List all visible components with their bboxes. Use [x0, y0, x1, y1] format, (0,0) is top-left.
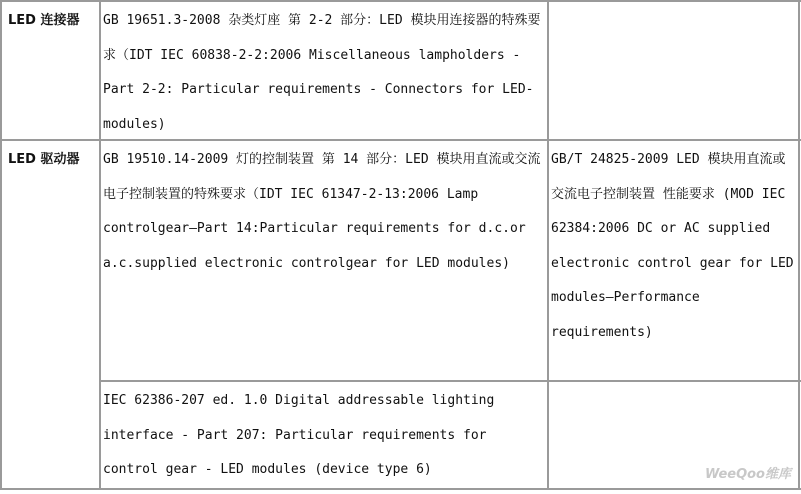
- table-cell-standard-secondary: [549, 4, 797, 138]
- table-border-bottom: [0, 488, 801, 490]
- table-border-row2: [100, 380, 801, 382]
- table-cell-standard: GB 19651.3-2008 杂类灯座 第 2-2 部分：LED 模块用连接器的特殊要求（IDT IEC 60838-2-2:2006 Miscellaneous lampholders - Part 2-2: Particular requirements - Connectors for LED-modules): [103, 13, 541, 132]
- table-border-row1: [0, 139, 801, 141]
- watermark-logo: WeeQoo维库: [704, 467, 791, 482]
- table-cell-category: LED 驱动器: [8, 152, 80, 167]
- table-cell-standard: GB 19510.14-2009 灯的控制装置 第 14 部分：LED 模块用直流或交流电子控制装置的特殊要求（IDT IEC 61347-2-13:2006 Lamp controlgear—Part 14:Particular requirements for d.c.or a.c.supplied electronic controlgear for LED modules): [103, 152, 541, 271]
- table-cell-standard: IEC 62386-207 ed. 1.0 Digital addressable lighting interface - Part 207: Particular requirements for control gear - LED modules (device type 6): [103, 393, 495, 477]
- table-border-right: [798, 0, 800, 490]
- table-cell-standard-secondary: GB/T 24825-2009 LED 模块用直流或交流电子控制装置 性能要求 (MOD IEC 62384:2006 DC or AC supplied electronic control gear for LED modules—Performance requirements): [551, 152, 794, 340]
- table-border-top: [0, 0, 801, 2]
- table-cell-category: LED 连接器: [8, 13, 80, 28]
